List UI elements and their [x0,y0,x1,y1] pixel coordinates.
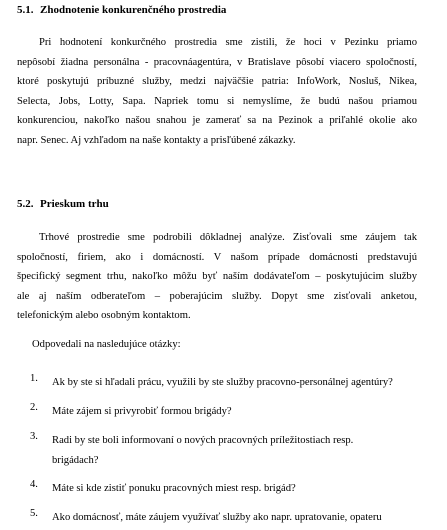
section-number: 5.1. [17,4,34,16]
question-number: 5. [30,508,38,519]
paragraph-line: konkurenciou, nakoľko našou snahou je zamerať sa na Pezinok a priľahlé okolie ako [17,115,417,127]
paragraph-line: ktoré poskytujú príbuzné služby, medzi najväčšie patria: InfoWork, Nosluš, Nikea, [17,76,417,88]
paragraph-line: telefonickým alebo osobným kontaktom. [17,310,191,322]
section-number: 5.2. [17,198,34,210]
paragraph-competition [17,33,417,151]
question-number: 3. [30,431,38,442]
paragraph-line: napr. Senec. Aj vzhľadom na naše kontakty a prisľúbené zákazky. [17,134,296,146]
question-text: Radi by ste boli informovaní o nových pracovných príležitostiach resp. [52,435,354,446]
paragraph-line: nepôsobí žiadna personálna - pracovnáagentúra, v Bratislave pôsobí viacero spoločností, [17,56,417,68]
paragraph-line: Pri hodnotení konkurčného prostredia sme zistili, že hoci v Pezinku priamo [39,37,417,48]
paragraph-line: špecifický segment trhu, nakoľko môžu byť naším dodávateľom – poskytujúcim služby [17,271,417,283]
question-text: Máte zájem si privyrobiť formou brigády? [52,406,232,417]
question-text: Ako domácnosť, máte záujem využívať služby ako napr. upratovanie, opateru [52,512,382,523]
question-text: brigádach? [52,454,99,466]
paragraph-line: spoločností, firiem, ako i domácností. V našom prípade domácnosti predstavujú [17,251,417,263]
section-heading-5-1 [17,4,226,16]
section-heading-5-2 [17,198,109,210]
section-title: Prieskum trhu [40,198,109,210]
paragraph-line: Selecta, Jobs, Lotty, Sapa. Napriek tomu si nemyslíme, že budú našou priamou [17,95,417,107]
section-title: Zhodnotenie konkurenčného prostredia [40,4,227,16]
question-text: Ak by ste si hľadali prácu, využili by ste služby pracovno-personálnej agentúry? [52,377,393,388]
question-number: 2. [30,402,38,413]
paragraph-market-research [17,228,417,326]
paragraph-line: Trhové prostredie sme podrobili dôkladnej analýze. Zisťovali sme záujem tak [39,232,417,243]
question-number: 4. [30,479,38,490]
question-number: 1. [30,373,38,384]
paragraph-line: ale aj naším odberateľom – poberajúcim služby. Dopyt sme zisťovali anketou, [17,290,417,302]
question-text: Máte si kde zistiť ponuku pracovných miest resp. brigád? [52,483,296,494]
questions-intro: Odpovedali na nasledujúce otázky: [32,339,181,350]
